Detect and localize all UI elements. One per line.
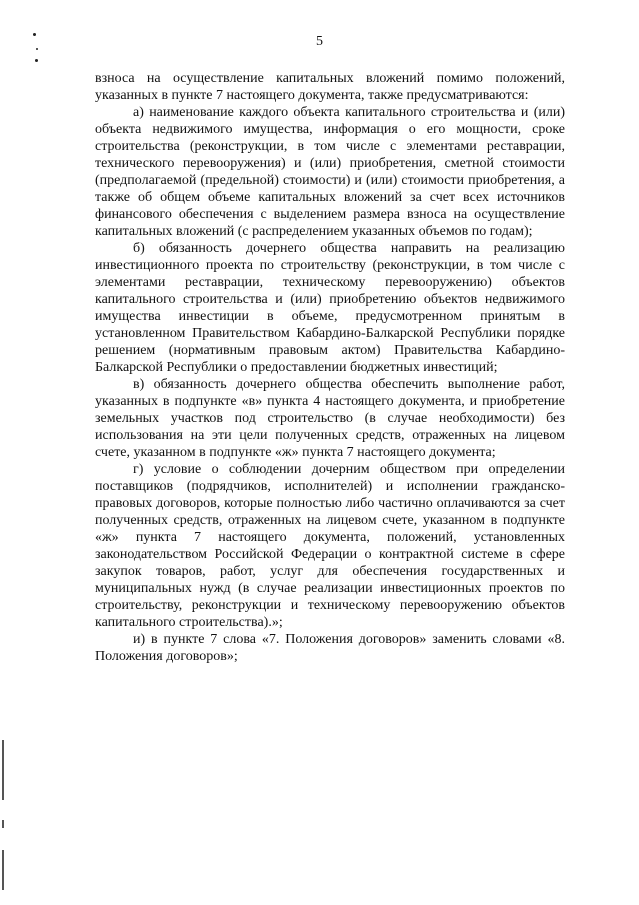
- paragraph-continuation: взноса на осуществление капитальных вложений помимо положений, указанных в пункте 7 настоящего документа, также предусматриваются:: [95, 71, 565, 103]
- paragraph-item-i: и) в пункте 7 слова «7. Положения договоров» заменить словами «8. Положения договоров»;: [95, 632, 565, 664]
- paragraph-item-a: а) наименование каждого объекта капитального строительства и (или) объекта недвижимого имущества, информация о его мощности, сроке строительства (реконструкции, в том числе с элементами реставрации, технического перевооружения) и (или) приобретения, сметной стоимости (предполагаемой (предельной) стоимости) и (или) стоимости приобретения, а также об общем объеме капитальных вложений за счет всех источников финансового обеспечения с выделением размера взноса на осуществление капитальных вложений (с распределением указанных объемов по годам);: [95, 105, 565, 239]
- page-number: 5: [316, 34, 323, 49]
- paragraph-item-v: в) обязанность дочернего общества обеспечить выполнение работ, указанных в подпункте «в» пункта 4 настоящего документа, и приобретение земельных участков под строительство (в случае необходимости) без использования на эти цели полученных средств, отраженных на лицевом счете, указанном в подпункте «ж» пункта 7 настоящего документа;: [95, 377, 565, 460]
- scan-edge-mark: [2, 820, 4, 828]
- scan-speck: [35, 59, 38, 62]
- paragraph-item-g: г) условие о соблюдении дочерним обществом при определении поставщиков (подрядчиков, исполнителей) и исполнении гражданско-правовых договоров, которые полностью либо частично оплачиваются за счет полученных средств, отраженных на лицевом счете, указанном в подпункте «ж» пункта 7 настоящего документа, положений, установленных законодательством Российской Федерации о контрактной системе в сфере закупок товаров, работ, услуг для обеспечения государственных и муниципальных нужд (в случае реализации инвестиционных проектов по строительству, реконструкции и техническому перевооружению объектов капитального строительства).»;: [95, 462, 565, 630]
- document-body: [95, 70, 565, 665]
- scan-edge-mark: [2, 740, 4, 800]
- scan-edge-mark: [2, 850, 4, 890]
- paragraph-item-b: б) обязанность дочернего общества направить на реализацию инвестиционного проекта по строительству (реконструкции, в том числе с элементами реставрации, техническому перевооружению) объектов капитального строительства и (или) приобретению объектов недвижимого имущества инвестиции в объеме, предусмотренном принятым в установленном Правительством Кабардино-Балкарской Республики порядке решением (нормативным правовым актом) Правительства Кабардино-Балкарской Республики о предоставлении бюджетных инвестиций;: [95, 241, 565, 375]
